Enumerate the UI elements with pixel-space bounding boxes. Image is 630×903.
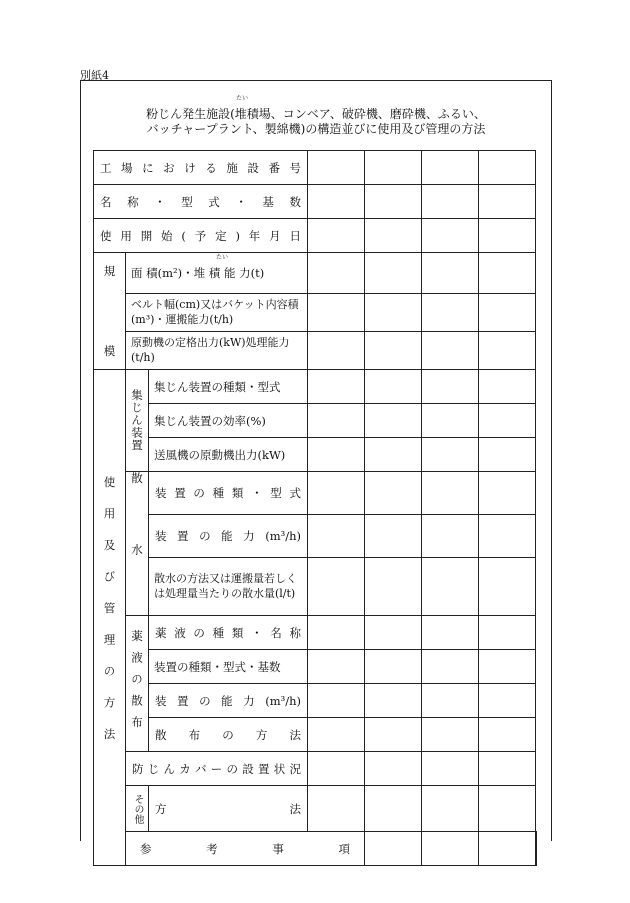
cell-ch-capacity-4[interactable] <box>479 684 536 718</box>
cell-remarks-1[interactable] <box>365 832 422 866</box>
form-number-label: 別紙4 <box>80 69 109 82</box>
cell-sw-method-3[interactable] <box>422 557 479 615</box>
row-ch-method <box>94 718 537 752</box>
cell-facility-number-2[interactable] <box>365 151 422 185</box>
cell-belt-2[interactable] <box>365 293 422 331</box>
row-facility-number <box>94 151 537 185</box>
chemical-header <box>126 616 149 752</box>
label-start-date: 使用開始(予定)年月日 <box>94 219 308 253</box>
row-area-capacity <box>94 253 537 294</box>
cell-name-type-count-3[interactable] <box>422 185 479 219</box>
cell-remarks-3[interactable] <box>479 832 536 866</box>
cell-sw-type-2[interactable] <box>365 472 422 515</box>
cell-belt-3[interactable] <box>422 293 479 331</box>
row-remarks <box>94 832 537 866</box>
facility-structure-table <box>93 150 537 866</box>
cell-belt-4[interactable] <box>479 293 536 331</box>
cell-sw-method-4[interactable] <box>479 557 536 615</box>
cell-motor-2[interactable] <box>365 331 422 369</box>
cell-dust-cover-4[interactable] <box>479 752 536 786</box>
cell-belt-1[interactable] <box>308 293 365 331</box>
cell-sw-method-1[interactable] <box>308 557 365 615</box>
label-sw-capacity: 装置の能力(m³/h) <box>149 514 308 557</box>
scale-header-top: 規 <box>103 264 116 278</box>
cell-sw-capacity-1[interactable] <box>308 514 365 557</box>
cell-remarks-2[interactable] <box>422 832 479 866</box>
label-sw-type: 装置の種類・型式 <box>149 472 308 515</box>
row-name-type-count <box>94 185 537 219</box>
label-sw-method: 散水の方法又は運搬量若しくは処理量当たりの散水量(l/t) <box>149 557 308 615</box>
cell-motor-3[interactable] <box>422 331 479 369</box>
row-dc-fan <box>94 438 537 472</box>
cell-other-1[interactable] <box>308 786 365 832</box>
cell-dc-type-2[interactable] <box>365 370 422 404</box>
cell-dc-efficiency-3[interactable] <box>422 404 479 438</box>
row-start-date <box>94 219 537 253</box>
cell-sw-capacity-3[interactable] <box>422 514 479 557</box>
cell-ch-capacity-1[interactable] <box>308 684 365 718</box>
cell-start-date-4[interactable] <box>479 219 536 253</box>
label-ch-type: 薬液の種類・名称 <box>149 616 308 650</box>
row-belt <box>94 293 537 331</box>
cell-remarks-4[interactable] <box>536 832 537 866</box>
row-other <box>94 786 537 832</box>
form-title-line-2: バッチャープラント、製綿機)の構造並びに使用及び管理の方法 <box>146 122 486 136</box>
cell-dc-fan-1[interactable] <box>308 438 365 472</box>
cell-start-date-1[interactable] <box>308 219 365 253</box>
cell-ch-method-1[interactable] <box>308 718 365 752</box>
cell-ch-type-2[interactable] <box>365 616 422 650</box>
cell-dust-cover-3[interactable] <box>422 752 479 786</box>
label-facility-number: 工場における施設番号 <box>94 151 308 185</box>
label-other-method: 方法 <box>149 786 308 832</box>
row-sw-capacity <box>94 514 537 557</box>
title-ruby: たい <box>236 95 249 102</box>
label-dc-fan: 送風機の原動機出力(kW) <box>149 438 308 472</box>
cell-start-date-3[interactable] <box>422 219 479 253</box>
row-dc-efficiency <box>94 404 537 438</box>
cell-dc-fan-2[interactable] <box>365 438 422 472</box>
cell-dc-efficiency-2[interactable] <box>365 404 422 438</box>
cell-start-date-2[interactable] <box>365 219 422 253</box>
scale-header <box>94 253 126 370</box>
cell-name-type-count-4[interactable] <box>479 185 536 219</box>
cell-ch-capacity-2[interactable] <box>365 684 422 718</box>
cell-ch-device-4[interactable] <box>479 650 536 684</box>
use-management-header <box>94 370 126 866</box>
row-sw-type <box>94 472 537 515</box>
spray-water-header-text: 散水 <box>130 472 144 615</box>
cell-area-capacity-1[interactable] <box>308 253 365 294</box>
cell-ch-device-3[interactable] <box>422 650 479 684</box>
cell-area-capacity-4[interactable] <box>479 253 536 294</box>
label-remarks: 参考事項 <box>126 832 365 866</box>
cell-other-3[interactable] <box>422 786 479 832</box>
cell-name-type-count-1[interactable] <box>308 185 365 219</box>
label-area-capacity <box>126 253 308 294</box>
scale-header-bottom: 模 <box>103 344 116 358</box>
cell-sw-type-1[interactable] <box>308 472 365 515</box>
cell-dc-type-4[interactable] <box>479 370 536 404</box>
label-dust-cover: 防じんカバーの設置状況 <box>126 752 308 786</box>
cell-dust-cover-2[interactable] <box>365 752 422 786</box>
cell-sw-capacity-2[interactable] <box>365 514 422 557</box>
cell-sw-capacity-4[interactable] <box>479 514 536 557</box>
cell-ch-capacity-3[interactable] <box>422 684 479 718</box>
use-management-header-text: 使用及び管理の方法 <box>102 475 117 760</box>
cell-ch-method-3[interactable] <box>422 718 479 752</box>
row-dust-cover <box>94 752 537 786</box>
cell-motor-4[interactable] <box>479 331 536 369</box>
dust-collector-header-text: 集じん装置 <box>130 389 144 452</box>
cell-ch-type-3[interactable] <box>422 616 479 650</box>
chemical-header-text: 薬液の散布 <box>130 629 144 738</box>
label-name-type-count: 名称・型式・基数 <box>94 185 308 219</box>
cell-area-capacity-2[interactable] <box>365 253 422 294</box>
cell-area-capacity-3[interactable] <box>422 253 479 294</box>
cell-other-2[interactable] <box>365 786 422 832</box>
cell-dust-cover-1[interactable] <box>308 752 365 786</box>
cell-other-4[interactable] <box>479 786 536 832</box>
form-title-line-1: 粉じん発生施設(堆積場、コンベア、破砕機、磨砕機、ふるい、 <box>146 107 486 121</box>
cell-dc-fan-4[interactable] <box>479 438 536 472</box>
row-motor <box>94 331 537 369</box>
cell-sw-type-3[interactable] <box>422 472 479 515</box>
cell-dc-efficiency-4[interactable] <box>479 404 536 438</box>
label-ch-device: 装置の種類・型式・基数 <box>149 650 308 684</box>
cell-ch-device-2[interactable] <box>365 650 422 684</box>
cell-sw-type-4[interactable] <box>479 472 536 515</box>
label-dc-efficiency: 集じん装置の効率(%) <box>149 404 308 438</box>
row-ch-type <box>94 616 537 650</box>
cell-dc-fan-3[interactable] <box>422 438 479 472</box>
row-sw-method <box>94 557 537 615</box>
cell-ch-method-2[interactable] <box>365 718 422 752</box>
row-ch-device <box>94 650 537 684</box>
cell-name-type-count-2[interactable] <box>365 185 422 219</box>
cell-ch-type-1[interactable] <box>308 616 365 650</box>
cell-ch-method-4[interactable] <box>479 718 536 752</box>
cell-facility-number-3[interactable] <box>422 151 479 185</box>
other-header-text: その他 <box>132 793 143 824</box>
cell-dc-efficiency-1[interactable] <box>308 404 365 438</box>
other-header <box>126 786 149 832</box>
cell-ch-device-1[interactable] <box>308 650 365 684</box>
cell-facility-number-1[interactable] <box>308 151 365 185</box>
label-ch-capacity: 装置の能力(m³/h) <box>149 684 308 718</box>
label-motor: 原動機の定格出力(kW)処理能力(t/h) <box>126 331 308 369</box>
row-dc-type <box>94 370 537 404</box>
area-capacity-text: 面 積(m²)・堆 積 能 力(t) <box>131 265 265 280</box>
cell-ch-type-4[interactable] <box>479 616 536 650</box>
spray-water-header <box>126 472 149 616</box>
dust-collector-header <box>126 370 149 472</box>
area-capacity-ruby: たい <box>216 254 229 261</box>
cell-motor-1[interactable] <box>308 331 365 369</box>
cell-dc-type-1[interactable] <box>308 370 365 404</box>
cell-sw-method-2[interactable] <box>365 557 422 615</box>
row-ch-capacity <box>94 684 537 718</box>
cell-facility-number-4[interactable] <box>479 151 536 185</box>
cell-dc-type-3[interactable] <box>422 370 479 404</box>
label-ch-method: 散布の方法 <box>149 718 308 752</box>
label-belt: ベルト幅(cm)又はバケット内容積(m³)・運搬能力(t/h) <box>126 293 308 331</box>
label-dc-type: 集じん装置の種類・型式 <box>149 370 308 404</box>
